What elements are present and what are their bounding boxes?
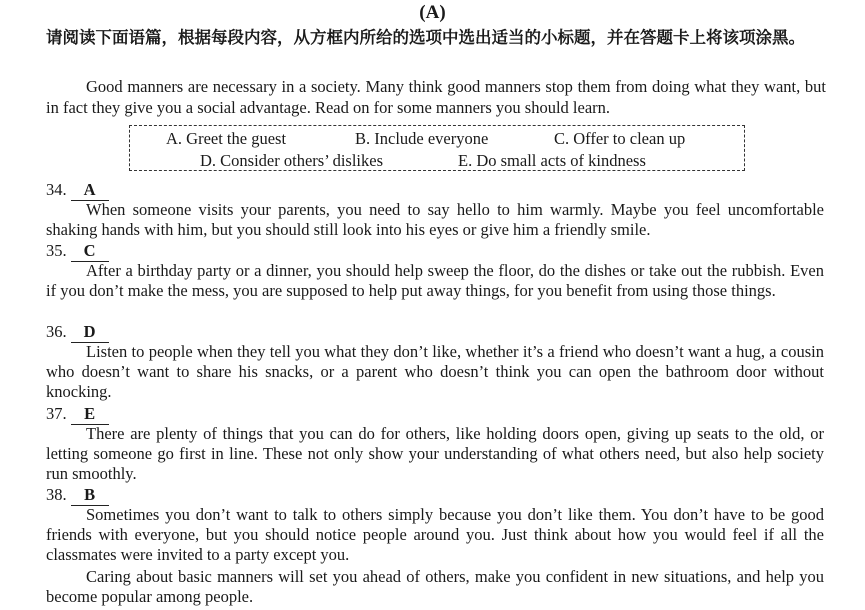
question-34-paragraph: When someone visits your parents, you need to say hello to him warmly. Maybe you feel uncomfortable shaking hands with him, but you should still look into his eyes or give him a friendly smile.	[46, 200, 824, 240]
closing-paragraph: Caring about basic manners will set you ahead of others, make you confident in new situations, and help you become popular among people.	[46, 567, 824, 607]
answer-blank: C	[71, 241, 109, 262]
option-b: B. Include everyone	[355, 129, 489, 148]
question-number: 37.	[46, 404, 67, 423]
option-d: D. Consider others’ dislikes	[200, 151, 384, 170]
question-38-paragraph: Sometimes you don’t want to talk to others simply because you don’t like them. You don’t have to be good friends with everyone, but you should notice people around you. Just think about how you would feel if all the classmates were invited to a party except you.	[46, 505, 824, 565]
answer-blank: B	[71, 485, 109, 506]
answer-blank: A	[71, 180, 109, 201]
question-36-paragraph: Listen to people when they tell you what they don’t like, whether it’s a friend who doesn’t want a hug, a cousin who doesn’t want to share his snacks, or a parent who doesn’t think you can open the bathroom door without knocking.	[46, 342, 824, 402]
question-number: 36.	[46, 322, 67, 341]
instruction-text: 请阅读下面语篇，根据每段内容，从方框内所给的选项中选出适当的小标题，并在答题卡上将该项涂黑。	[46, 28, 805, 47]
options-box	[129, 125, 745, 171]
question-number: 35.	[46, 241, 67, 260]
section-title: (A)	[419, 2, 446, 23]
question-number: 38.	[46, 485, 67, 504]
question-37-number	[46, 404, 109, 425]
option-a: A. Greet the guest	[166, 129, 287, 148]
question-38-number	[46, 485, 109, 506]
question-number: 34.	[46, 180, 67, 199]
question-37-paragraph: There are plenty of things that you can do for others, like holding doors open, giving up seats to the old, or letting someone go first in line. These not only show your understanding of what others need, but also help society run smoothly.	[46, 424, 824, 484]
question-35-number	[46, 241, 109, 262]
question-34-number	[46, 180, 109, 201]
option-e: E. Do small acts of kindness	[458, 151, 646, 170]
question-36-number	[46, 322, 109, 343]
answer-blank: D	[71, 322, 109, 343]
intro-paragraph: Good manners are necessary in a society. Many think good manners stop them from doing what they want, but in fact they give you a social advantage. Read on for some manners you should learn.	[46, 77, 826, 117]
answer-blank: E	[71, 404, 109, 425]
question-35-paragraph: After a birthday party or a dinner, you should help sweep the floor, do the dishes or take out the rubbish. Even if you don’t make the mess, you are supposed to help put away things, for you benefit from using those things.	[46, 261, 824, 301]
option-c: C. Offer to clean up	[554, 129, 686, 148]
